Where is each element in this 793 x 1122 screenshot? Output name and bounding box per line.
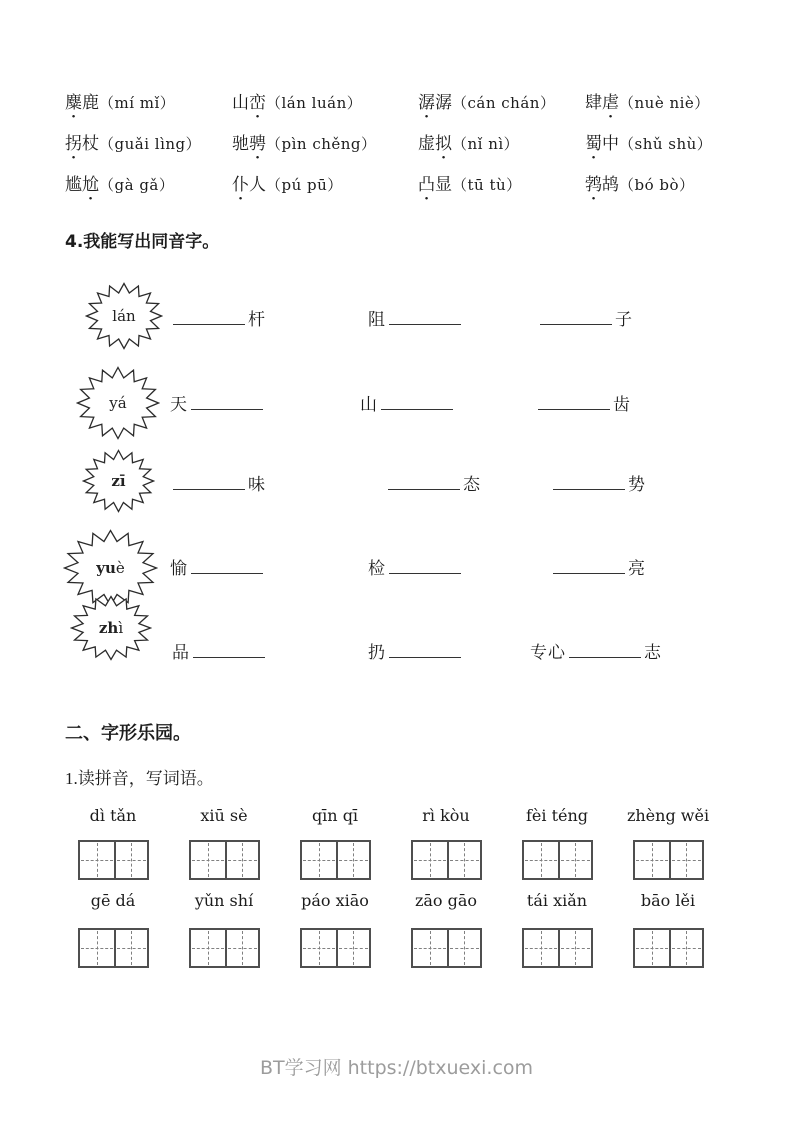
grid-cell [225,930,259,966]
word-char: 尬 [82,175,99,194]
word-item [418,92,555,113]
grid-cell [524,930,558,966]
writing-grid-box [633,928,704,968]
grid-cell [558,930,592,966]
answer-char: 志 [644,643,662,662]
answer-char: 品 [172,643,190,662]
word-item [418,174,522,195]
writing-grid-box [411,928,482,968]
word-char: 潺 [435,93,452,112]
homophone-item [368,638,464,663]
word-char: 骋 [249,134,266,153]
answer-char: 子 [615,310,633,329]
grid-cell [191,842,225,878]
answer-blank [193,640,265,658]
star-pinyin-label [76,366,160,440]
star-pinyin-part: ì [118,619,124,637]
homophone-item [530,638,662,663]
pinyin-options: （pìn chěng） [266,135,377,153]
answer-blank [389,307,461,325]
homophone-item [550,470,646,495]
section2-title: 二、字形乐园。 [65,723,191,744]
star-pinyin-part: yá [109,394,127,412]
answer-char: 杆 [248,310,266,329]
writing-grid-box [633,840,704,880]
answer-char: 态 [463,475,481,494]
grid-cell [413,842,447,878]
star-pinyin-part: zh [98,619,119,637]
grid-pinyin: dì tǎn [89,806,137,825]
star-pinyin-label [82,449,155,513]
pinyin-options: （tū tù） [452,176,522,194]
writing-grid-box [78,928,149,968]
homophone-item [170,554,266,579]
grid-cell [80,930,114,966]
answer-char: 味 [248,475,266,494]
word-char: 驰 [232,134,249,153]
word-item [232,92,362,113]
grid-pinyin: fèi téng [525,806,589,825]
word-char: 鹿 [82,93,99,112]
writing-grid-box [300,928,371,968]
homophone-item [368,554,464,579]
word-char: 人 [249,175,266,194]
answer-blank [173,472,245,490]
grid-cell [447,842,481,878]
word-char: 肆 [585,93,602,112]
writing-grid-box [78,840,149,880]
answer-char: 专心 [530,643,566,662]
writing-grid-box [189,840,260,880]
answer-char: 阻 [368,310,386,329]
grid-cell [524,842,558,878]
answer-blank [389,640,461,658]
word-char: 峦 [249,93,266,112]
word-char: 鹁 [585,175,602,194]
star-pinyin-part: yu [96,559,116,577]
word-char: 蜀 [585,134,602,153]
word-item [585,133,712,154]
grid-cell [669,842,703,878]
word-char: 仆 [232,175,249,194]
pinyin-options: （gà gǎ） [99,176,175,194]
section2-subtitle: 1.读拼音，写词语。 [65,769,214,788]
homophone-item [535,390,631,415]
homophone-item [385,470,481,495]
answer-blank [553,472,625,490]
pinyin-options: （nuè niè） [619,94,710,112]
grid-cell [302,842,336,878]
word-item [585,174,695,195]
star-pinyin-label [70,595,152,661]
grid-cell [191,930,225,966]
homophone-item [172,638,268,663]
section4-title: 4.我能写出同音字。 [65,232,220,252]
homophone-item [537,305,633,330]
answer-char: 检 [368,559,386,578]
word-char: 显 [435,175,452,194]
answer-blank [191,392,263,410]
grid-pinyin: xiū sè [200,806,248,825]
star-pinyin-part: lán [112,307,136,325]
answer-blank [173,307,245,325]
grid-pinyin: rì kòu [422,806,470,825]
homophone-item [170,305,266,330]
grid-cell [114,842,148,878]
grid-pinyin: gē dá [90,891,136,910]
word-item [418,133,519,154]
answer-blank [553,556,625,574]
grid-pinyin: bāo lěi [640,891,696,910]
homophone-item [170,390,266,415]
grid-pinyin: qīn qī [311,806,359,825]
answer-char: 齿 [613,395,631,414]
answer-char: 天 [170,395,188,414]
word-item [65,133,201,154]
grid-cell [669,930,703,966]
grid-cell [336,842,370,878]
writing-grid-box [189,928,260,968]
word-char: 尴 [65,175,82,194]
word-char: 潺 [418,93,435,112]
grid-cell [447,930,481,966]
footer-site-link[interactable]: BT学习网 https://btxuexi.com [259,1057,534,1079]
star-pinyin-part: zī [111,472,126,490]
sound-burst [70,595,152,661]
word-char: 山 [232,93,249,112]
answer-blank [381,392,453,410]
writing-grid-box [411,840,482,880]
word-item [232,174,343,195]
grid-cell [413,930,447,966]
answer-char: 山 [360,395,378,414]
sound-burst [76,366,160,440]
answer-blank [388,472,460,490]
star-pinyin-label [85,282,163,350]
grid-cell [635,842,669,878]
writing-grid-box [522,928,593,968]
pinyin-options: （pú pū） [266,176,343,194]
answer-char: 扔 [368,643,386,662]
grid-cell [558,842,592,878]
answer-blank [389,556,461,574]
word-char: 鸪 [602,175,619,194]
grid-cell [635,930,669,966]
grid-pinyin: páo xiāo [301,891,369,910]
answer-blank [538,392,610,410]
pinyin-options: （nǐ nì） [452,135,520,153]
pinyin-options: （bó bò） [619,176,695,194]
answer-char: 愉 [170,559,188,578]
writing-grid-box [300,840,371,880]
word-char: 虚 [418,134,435,153]
writing-grid-box [522,840,593,880]
word-char: 拟 [435,134,452,153]
word-char: 虐 [602,93,619,112]
word-char: 凸 [418,175,435,194]
grid-cell [336,930,370,966]
grid-cell [80,842,114,878]
word-item [232,133,377,154]
pinyin-options: （cán chán） [452,94,556,112]
grid-pinyin: tái xiǎn [526,891,588,910]
answer-blank [540,307,612,325]
word-char: 麋 [65,93,82,112]
grid-pinyin: yǔn shí [194,891,254,910]
answer-blank [191,556,263,574]
word-char: 中 [602,134,619,153]
homophone-item [368,305,464,330]
grid-cell [302,930,336,966]
sound-burst [85,282,163,350]
answer-char: 势 [628,475,646,494]
grid-cell [225,842,259,878]
word-char: 杖 [82,134,99,153]
pinyin-options: （guǎi lìng） [99,135,202,153]
answer-blank [569,640,641,658]
grid-pinyin: zhèng wěi [626,806,710,825]
answer-char: 亮 [628,559,646,578]
word-item [585,92,710,113]
word-char: 拐 [65,134,82,153]
sound-burst [82,449,155,513]
homophone-item [360,390,456,415]
pinyin-options: （mí mǐ） [99,94,176,112]
word-item [65,174,174,195]
homophone-item [170,470,266,495]
pinyin-options: （lán luán） [266,94,363,112]
grid-pinyin: zāo gāo [414,891,478,910]
grid-cell [114,930,148,966]
pinyin-options: （shǔ shù） [619,135,713,153]
word-item [65,92,175,113]
homophone-item [550,554,646,579]
star-pinyin-part: è [115,559,125,577]
